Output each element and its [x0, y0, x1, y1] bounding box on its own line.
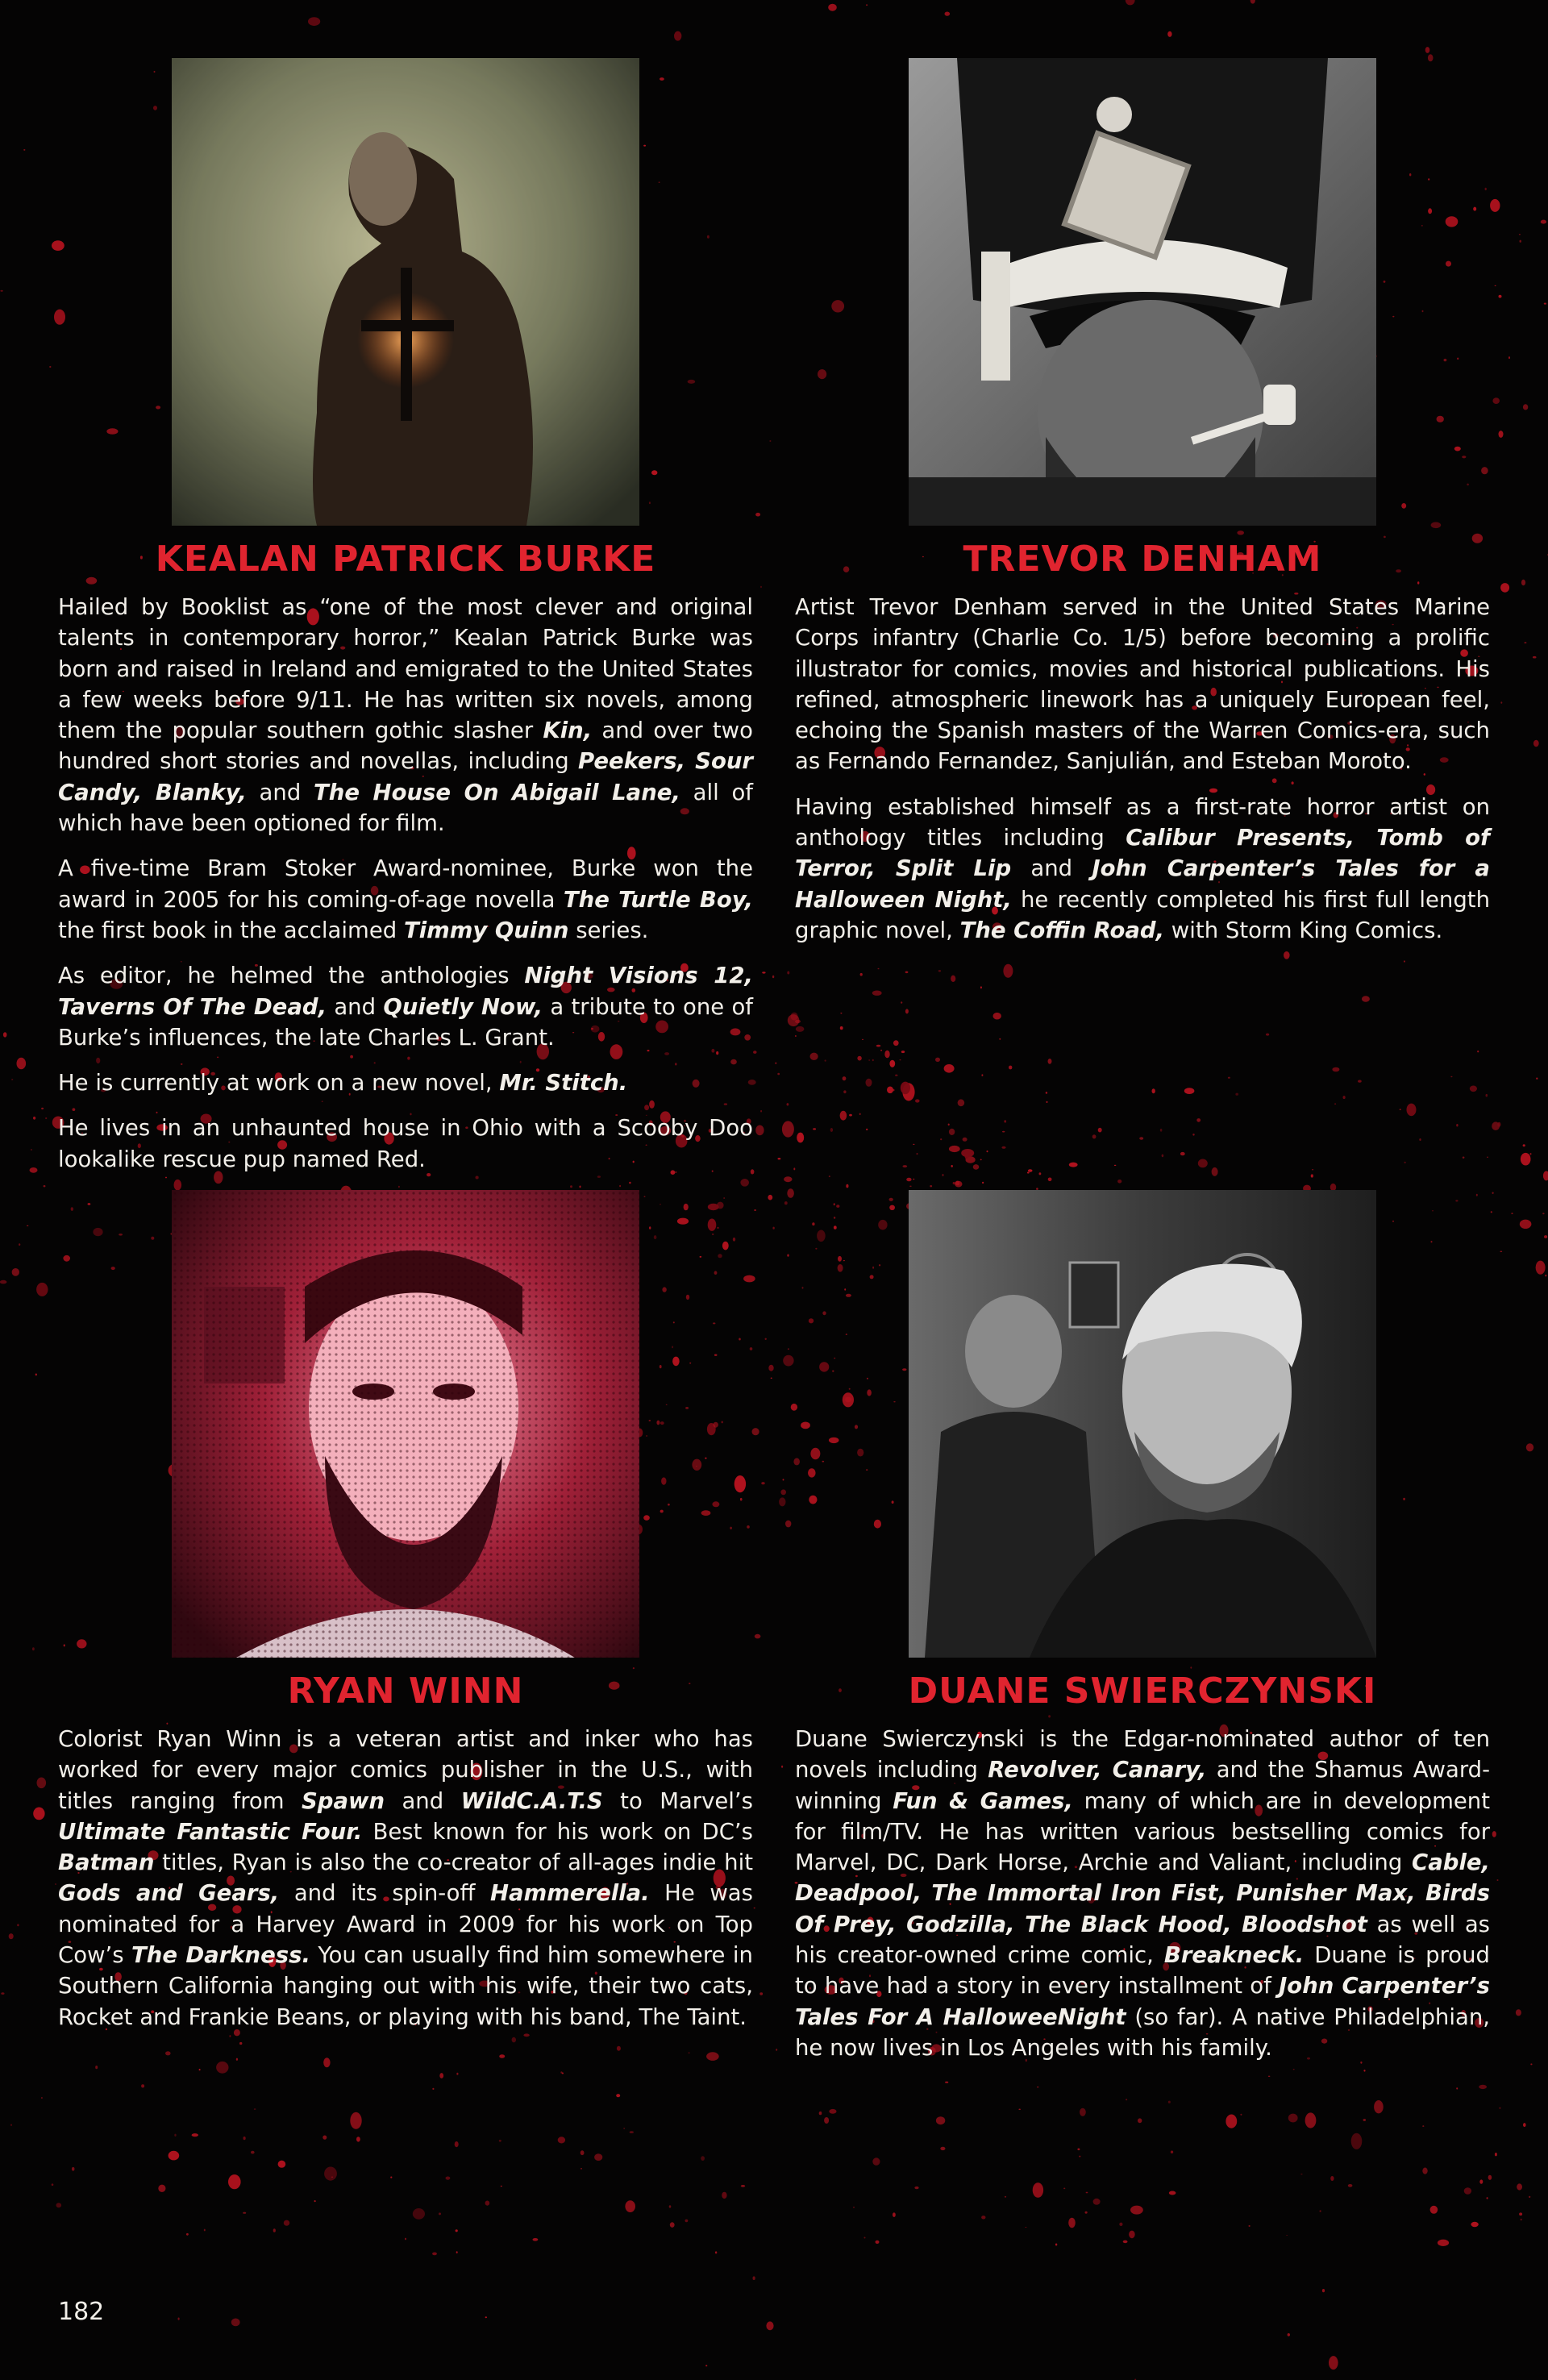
text-run: all of which have been optioned for film.: [58, 779, 753, 837]
bio-paragraph: [58, 1113, 753, 1175]
text-run: You can usually find him somewhere in Southern California hanging out with his wife, their two cats, Rocket and Frankie Beans, or playing with his band, The Taint.: [58, 1942, 753, 2030]
text-run: and: [385, 1787, 461, 1814]
bio-name: DUANE SWIERCZYNSKI: [908, 1671, 1377, 1712]
winn-photo-red-portrait-icon: [172, 1190, 639, 1658]
denham-photo-shako-pipe-icon: [909, 58, 1376, 526]
swierczynski-photo: [909, 1190, 1376, 1658]
text-run: Artist Trevor Denham served in the United States Marine Corps infantry (Charlie Co. 1/5) before becoming a prolific illustrator for comics, movies and historical publications. His refined, atmospheric linework has a uniquely European feel, echoing the Spanish masters of the Warren Comics-era, such as Fernando Fernandez, Sanjulián, and Esteban Moroto.: [795, 594, 1490, 775]
text-run: to Marvel’s: [602, 1787, 753, 1814]
title-emphasis: Revolver, Canary,: [988, 1757, 1207, 1783]
text-run: Hailed by Booklist as “one of the most clever and original talents in contemporary horror,” Kealan Patrick Burke was born and raised in Ireland and emigrated to the United States a few weeks before 9/11. He has written six novels, among them the popular southern gothic slasher: [58, 594, 753, 744]
text-run: Colorist Ryan Winn is a veteran artist and inker who has worked for every major comics publisher in the U.S., with titles ranging from: [58, 1726, 753, 1814]
bio-text: [58, 1724, 753, 2033]
text-run: Best known for his work on DC’s: [362, 1818, 753, 1845]
title-emphasis: Fun & Games,: [893, 1787, 1073, 1814]
title-emphasis: Mr. Stitch.: [499, 1070, 628, 1096]
title-emphasis: John Carpenter’s Tales For A HalloweeNight: [795, 1973, 1490, 2030]
title-emphasis: Timmy Quinn: [403, 917, 569, 943]
bio-paragraph: [58, 960, 753, 1053]
denham-photo: [909, 58, 1376, 526]
text-run: the first book in the acclaimed: [58, 917, 404, 943]
title-emphasis: The Darkness.: [131, 1942, 310, 1969]
text-run: he recently completed his first full length graphic novel,: [795, 886, 1490, 943]
bio-kealan-patrick-burke: [58, 58, 753, 1189]
text-run: Having established himself as a first-rate horror artist on anthology titles including: [795, 793, 1490, 851]
text-run: as well as his creator-owned crime comic,: [795, 1911, 1490, 1969]
text-run: and: [1011, 855, 1092, 882]
text-run: Duane is proud to have had a story in every installment of: [795, 1942, 1490, 1999]
bio-name: KEALAN PATRICK BURKE: [155, 539, 656, 580]
burke-photo: [172, 58, 639, 526]
title-emphasis: Batman: [58, 1849, 155, 1876]
bio-paragraph: [58, 853, 753, 946]
title-emphasis: WildC.A.T.S: [460, 1787, 603, 1814]
title-emphasis: Calibur Presents, Tomb of Terror, Split Lip: [795, 825, 1490, 882]
bio-ryan-winn: [58, 1190, 753, 2047]
bio-paragraph: [795, 1724, 1490, 2063]
text-run: a tribute to one of Burke’s influences, the late Charles L. Grant.: [58, 993, 753, 1051]
bio-duane-swierczynski: [795, 1190, 1490, 2078]
text-run: with Storm King Comics.: [1164, 917, 1443, 943]
text-run: (so far). A native Philadelphian, he now lives in Los Angeles with his family.: [795, 2003, 1490, 2061]
title-emphasis: Spawn: [301, 1787, 385, 1814]
title-emphasis: Ultimate Fantastic Four.: [58, 1818, 363, 1845]
bio-paragraph: [795, 592, 1490, 777]
text-run: He was nominated for a Harvey Award in 2009 for his work on Top Cow’s: [58, 1880, 753, 1969]
text-run: and: [327, 993, 384, 1020]
text-run: and the Shamus Award-winning: [795, 1757, 1491, 1814]
swierczynski-photo-bw-portrait-icon: [909, 1190, 1376, 1658]
bio-name: RYAN WINN: [287, 1671, 524, 1712]
bio-name: TREVOR DENHAM: [963, 539, 1322, 580]
text-run: A five-time Bram Stoker Award-nominee, Burke won the award in 2005 for his coming-of-age novella: [58, 855, 753, 913]
title-emphasis: The Turtle Boy,: [563, 886, 753, 913]
winn-photo: [172, 1190, 639, 1658]
bio-text: [58, 592, 753, 1175]
title-emphasis: Night Visions 12, Taverns Of The Dead,: [58, 963, 754, 1020]
title-emphasis: Cable, Deadpool, The Immortal Iron Fist, Punisher Max, Birds Of Prey, Godzilla, The Black Hood, Bloodshot: [795, 1849, 1490, 1937]
title-emphasis: Quietly Now,: [383, 993, 543, 1020]
bio-text: [795, 1724, 1490, 2063]
text-run: series.: [568, 917, 649, 943]
text-run: As editor, he helmed the anthologies: [58, 963, 525, 989]
text-run: He lives in an unhaunted house in Ohio with a Scooby Doo lookalike rescue pup named Red.: [58, 1115, 753, 1172]
text-run: titles, Ryan is also the co-creator of all-ages indie hit: [154, 1849, 753, 1876]
burke-photo-silhouette-cross-icon: [172, 58, 639, 526]
bio-paragraph: [58, 592, 753, 838]
title-emphasis: The Coffin Road,: [959, 917, 1165, 943]
title-emphasis: John Carpenter’s Tales for a Halloween Night,: [795, 855, 1490, 913]
title-emphasis: The House On Abigail Lane,: [314, 779, 680, 805]
bio-trevor-denham: [795, 58, 1490, 960]
bio-paragraph: [795, 792, 1490, 946]
bio-paragraph: [58, 1724, 753, 2033]
page-number: 182: [58, 2298, 105, 2326]
text-run: many of which are in development for film/TV. He has written various bestselling comics for Marvel, DC, Dark Horse, Archie and Valiant, including: [795, 1787, 1490, 1876]
text-run: and: [246, 779, 314, 805]
text-run: Duane Swierczynski is the Edgar-nominated author of ten novels including: [795, 1726, 1490, 1783]
bio-text: [795, 592, 1490, 946]
bio-paragraph: [58, 1067, 753, 1098]
title-emphasis: Kin,: [543, 718, 593, 744]
title-emphasis: Peekers, Sour Candy, Blanky,: [58, 748, 753, 805]
title-emphasis: Hammerella.: [490, 1880, 650, 1907]
text-run: and over two hundred short stories and novellas, including: [58, 718, 753, 775]
title-emphasis: Breakneck.: [1163, 1942, 1305, 1969]
title-emphasis: Gods and Gears,: [58, 1880, 280, 1907]
text-run: He is currently at work on a new novel,: [58, 1070, 500, 1096]
text-run: and its spin-off: [279, 1880, 491, 1907]
